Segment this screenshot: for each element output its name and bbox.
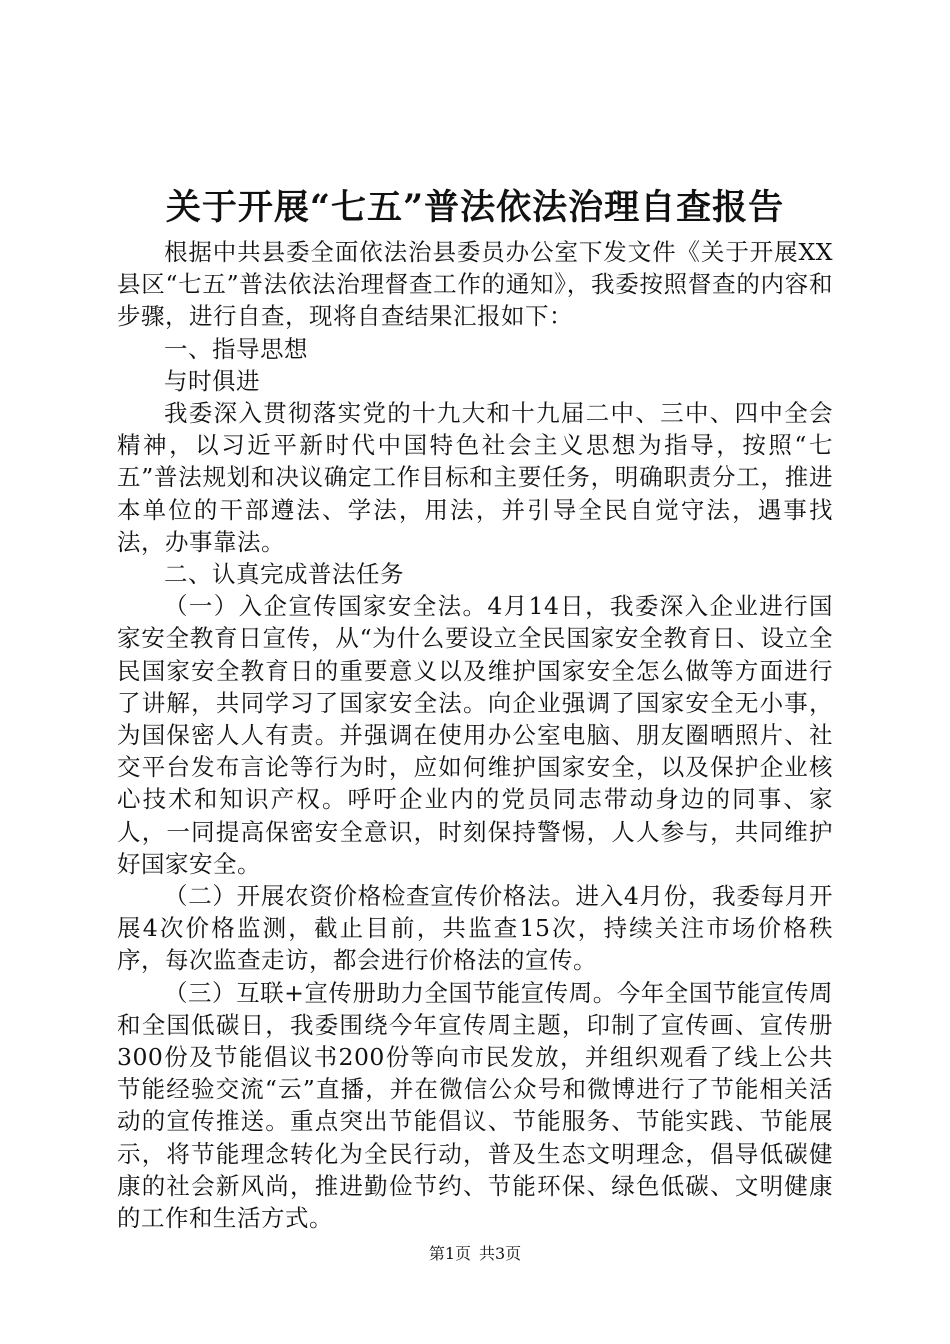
task-paragraph-2: （二）开展农资价格检查宣传价格法。进入4月份，我委每月开展4次价格监测，截止目前，共监查15次，持续关注市场价格秩序，每次监查走访，都会进行价格法的宣传。 (117, 882, 833, 975)
task-paragraph-3: （三）互联+宣传册助力全国节能宣传周。今年全国节能宣传周和全国低碳日，我委围绕今年宣传周主题，印制了宣传画、宣传册300份及节能倡议书200份等向市民发放，并组织观看了线上公共节能经验交流“云”直播，并在微信公众号和微博进行了节能相关活动的宣传推送。重点突出节能倡议、节能服务、节能实践、节能展示，将节能理念转化为全民行动，普及生态文明理念，倡导低碳健康的社会新风尚，推进勤俭节约、节能环保、绿色低碳、文明健康的工作和生活方式。 (117, 978, 833, 1233)
page-footer (0, 1244, 950, 1264)
guiding-ideology-paragraph: 我委深入贯彻落实党的十九大和十九届二中、三中、四中全会精神，以习近平新时代中国特色社会主义思想为指导，按照“七五”普法规划和决议确定工作目标和主要任务，明确职责分工，推进本单位的干部遵法、学法，用法，并引导全民自觉守法，遇事找法，办事靠法。 (117, 399, 833, 556)
intro-paragraph: 根据中共县委全面依法治县委员办公室下发文件《关于开展XX县区“七五”普法依法治理督查工作的通知》，我委按照督查的内容和步骤，进行自查，现将自查结果汇报如下： (117, 238, 833, 331)
page-number: 第1页 (428, 1244, 471, 1263)
page-total: 共3页 (479, 1244, 522, 1263)
task-paragraph-1: （一）入企宣传国家安全法。4月14日，我委深入企业进行国家安全教育日宣传，从“为什么要设立全民国家安全教育日、设立全民国家安全教育日的重要意义以及维护国家安全怎么做等方面进行了讲解，共同学习了国家安全法。向企业强调了国家安全无小事，为国保密人人有责。并强调在使用办公室电脑、朋友圈晒照片、社交平台发布言论等行为时，应如何维护国家安全，以及保护企业核心技术和知识产权。呼吁企业内的党员同志带动身边的同事、家人，一同提高保密安全意识，时刻保持警惕，人人参与，共同维护好国家安全。 (117, 592, 833, 878)
section-heading-tasks: 二、认真完成普法任务 (164, 560, 404, 589)
subheading-keep-pace: 与时俱进 (164, 366, 260, 395)
document-body (117, 236, 833, 1234)
section-heading-guiding-ideology: 一、指导思想 (164, 334, 308, 363)
document-title: 关于开展“七五”普法依法治理自查报告 (165, 187, 785, 228)
